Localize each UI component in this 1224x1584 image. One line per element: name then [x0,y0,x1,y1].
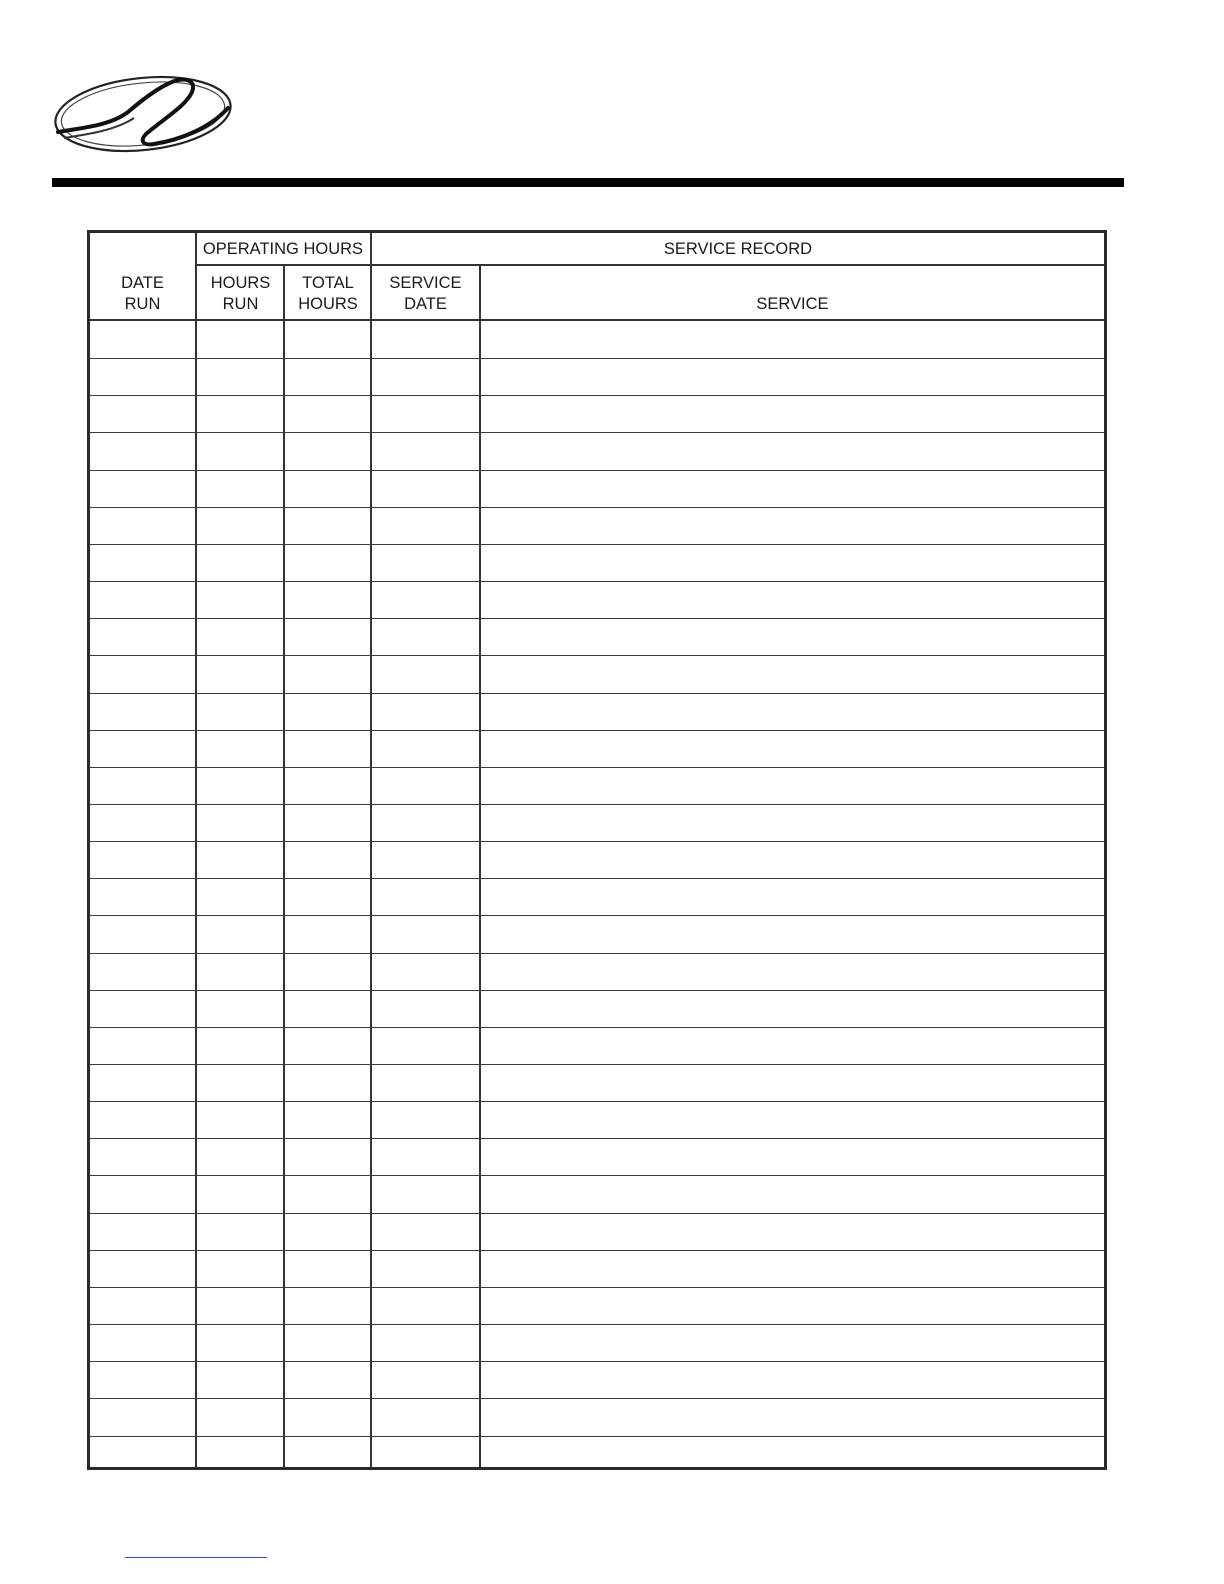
service-date-cell[interactable] [370,1325,479,1361]
service-cell[interactable] [479,545,1104,581]
service-cell[interactable] [479,1437,1104,1471]
date-run-cell[interactable] [90,1065,195,1101]
service-cell[interactable] [479,359,1104,395]
table-row [90,1064,1104,1101]
service-date-cell[interactable] [370,1214,479,1250]
table-row [90,1250,1104,1287]
hours-run-cell[interactable] [195,1214,283,1250]
total-hours-cell[interactable] [283,545,370,581]
service-cell[interactable] [479,954,1104,990]
table-row [90,1324,1104,1361]
total-hours-cell[interactable] [283,656,370,692]
service-date-cell[interactable] [370,1251,479,1287]
date-run-cell[interactable] [90,545,195,581]
service-date-cell[interactable] [370,545,479,581]
total-hours-cell[interactable] [283,694,370,730]
service-cell[interactable] [479,1362,1104,1398]
date-run-cell[interactable] [90,879,195,915]
service-date-cell[interactable] [370,1028,479,1064]
date-run-cell[interactable] [90,582,195,618]
table-row [90,1361,1104,1398]
date-run-cell[interactable] [90,954,195,990]
service-cell[interactable] [479,768,1104,804]
total-hours-cell[interactable] [283,1251,370,1287]
total-hours-cell[interactable] [283,805,370,841]
hours-run-cell[interactable] [195,731,283,767]
total-hours-cell[interactable] [283,508,370,544]
service-date-header: SERVICE DATE [389,274,462,313]
service-cell[interactable] [479,1214,1104,1250]
total-hours-cell[interactable] [283,582,370,618]
hours-run-cell[interactable] [195,916,283,952]
total-hours-cell[interactable] [283,916,370,952]
hours-run-cell[interactable] [195,1102,283,1138]
total-hours-cell[interactable] [283,954,370,990]
total-hours-header: TOTAL HOURS [298,274,358,313]
service-cell[interactable] [479,471,1104,507]
service-cell[interactable] [479,694,1104,730]
hours-run-cell[interactable] [195,694,283,730]
date-run-cell[interactable] [90,1288,195,1324]
date-run-cell[interactable] [90,1251,195,1287]
service-header: SERVICE [756,295,829,313]
service-date-cell[interactable] [370,1437,479,1471]
hours-run-cell[interactable] [195,1139,283,1175]
table-row [90,953,1104,990]
service-date-cell[interactable] [370,842,479,878]
header-subdivider [195,264,1104,266]
total-hours-cell[interactable] [283,396,370,432]
hours-run-cell[interactable] [195,508,283,544]
hours-run-cell[interactable] [195,1288,283,1324]
hours-run-cell[interactable] [195,1176,283,1212]
service-date-cell[interactable] [370,359,479,395]
service-cell[interactable] [479,1102,1104,1138]
hours-run-cell[interactable] [195,471,283,507]
date-run-cell[interactable] [90,991,195,1027]
total-hours-cell[interactable] [283,1288,370,1324]
service-cell[interactable] [479,1176,1104,1212]
service-cell[interactable] [479,1325,1104,1361]
date-run-header: DATE RUN [121,274,164,313]
service-date-cell[interactable] [370,619,479,655]
date-run-cell[interactable] [90,508,195,544]
service-cell[interactable] [479,508,1104,544]
date-run-cell[interactable] [90,321,195,358]
date-run-cell[interactable] [90,1028,195,1064]
hours-run-cell[interactable] [195,656,283,692]
total-hours-cell[interactable] [283,619,370,655]
date-run-cell[interactable] [90,1362,195,1398]
table-row [90,915,1104,952]
date-run-cell[interactable] [90,694,195,730]
date-run-cell[interactable] [90,1102,195,1138]
table-row [90,618,1104,655]
service-date-cell[interactable] [370,991,479,1027]
service-date-cell[interactable] [370,321,479,358]
total-hours-cell[interactable] [283,879,370,915]
table-row [90,841,1104,878]
service-date-cell[interactable] [370,954,479,990]
total-hours-cell[interactable] [283,1325,370,1361]
date-run-cell[interactable] [90,656,195,692]
hours-run-cell[interactable] [195,433,283,469]
table-row [90,990,1104,1027]
table-row [90,1436,1104,1471]
service-cell[interactable] [479,879,1104,915]
table-row [90,693,1104,730]
date-run-cell[interactable] [90,1325,195,1361]
total-hours-cell[interactable] [283,1437,370,1471]
table-row [90,1138,1104,1175]
service-date-cell[interactable] [370,1065,479,1101]
service-date-cell[interactable] [370,731,479,767]
total-hours-cell[interactable] [283,991,370,1027]
table-row [90,507,1104,544]
table-row [90,804,1104,841]
date-run-cell[interactable] [90,1399,195,1435]
table-row [90,358,1104,395]
hours-run-cell[interactable] [195,954,283,990]
date-run-cell[interactable] [90,471,195,507]
service-cell[interactable] [479,656,1104,692]
table-row [90,878,1104,915]
total-hours-cell[interactable] [283,1065,370,1101]
hours-run-cell[interactable] [195,1065,283,1101]
hours-run-cell[interactable] [195,879,283,915]
table-row [90,470,1104,507]
service-cell[interactable] [479,433,1104,469]
total-hours-cell[interactable] [283,731,370,767]
service-date-cell[interactable] [370,879,479,915]
header-rule [52,178,1124,187]
date-run-cell[interactable] [90,768,195,804]
service-date-cell[interactable] [370,1399,479,1435]
table-row [90,395,1104,432]
total-hours-cell[interactable] [283,842,370,878]
hours-run-cell[interactable] [195,1251,283,1287]
hours-run-cell[interactable] [195,991,283,1027]
service-cell[interactable] [479,1139,1104,1175]
service-date-cell[interactable] [370,694,479,730]
date-run-cell[interactable] [90,1214,195,1250]
footer-line [125,1557,267,1558]
table-row [90,1213,1104,1250]
total-hours-cell[interactable] [283,1399,370,1435]
hours-run-cell[interactable] [195,805,283,841]
table-row [90,1175,1104,1212]
service-date-cell[interactable] [370,508,479,544]
service-date-cell[interactable] [370,1362,479,1398]
total-hours-cell[interactable] [283,321,370,358]
total-hours-cell[interactable] [283,1214,370,1250]
total-hours-cell[interactable] [283,1102,370,1138]
date-run-cell[interactable] [90,731,195,767]
service-cell[interactable] [479,619,1104,655]
date-run-cell[interactable] [90,1176,195,1212]
table-row [90,544,1104,581]
table-row [90,767,1104,804]
hours-run-cell[interactable] [195,359,283,395]
total-hours-cell[interactable] [283,1028,370,1064]
hours-run-cell[interactable] [195,396,283,432]
service-record-header: SERVICE RECORD [663,240,813,258]
date-run-cell[interactable] [90,1437,195,1471]
service-date-cell[interactable] [370,1102,479,1138]
total-hours-cell[interactable] [283,1176,370,1212]
table-row [90,1101,1104,1138]
service-cell[interactable] [479,582,1104,618]
total-hours-cell[interactable] [283,433,370,469]
total-hours-cell[interactable] [283,1362,370,1398]
service-date-cell[interactable] [370,1139,479,1175]
hours-run-cell[interactable] [195,1437,283,1471]
service-cell[interactable] [479,805,1104,841]
table-row [90,730,1104,767]
date-run-cell[interactable] [90,1139,195,1175]
service-date-cell[interactable] [370,396,479,432]
hours-run-cell[interactable] [195,1399,283,1435]
date-run-cell[interactable] [90,359,195,395]
table-row [90,581,1104,618]
total-hours-cell[interactable] [283,359,370,395]
hours-run-cell[interactable] [195,545,283,581]
hours-run-cell[interactable] [195,768,283,804]
hours-run-cell[interactable] [195,582,283,618]
service-date-cell[interactable] [370,805,479,841]
service-cell[interactable] [479,916,1104,952]
table-row [90,1287,1104,1324]
service-date-cell[interactable] [370,433,479,469]
service-cell[interactable] [479,991,1104,1027]
date-run-cell[interactable] [90,396,195,432]
date-run-cell[interactable] [90,842,195,878]
service-cell[interactable] [479,842,1104,878]
service-date-cell[interactable] [370,1288,479,1324]
brand-logo-icon [50,68,236,160]
service-log-table [87,230,1107,1470]
service-date-cell[interactable] [370,656,479,692]
table-row [90,655,1104,692]
hours-run-header: HOURS RUN [210,274,271,313]
table-row [90,321,1104,358]
date-run-cell[interactable] [90,619,195,655]
date-run-cell[interactable] [90,916,195,952]
service-date-cell[interactable] [370,916,479,952]
hours-run-cell[interactable] [195,321,283,358]
hours-run-cell[interactable] [195,842,283,878]
table-row [90,432,1104,469]
table-row [90,1027,1104,1064]
service-cell[interactable] [479,731,1104,767]
table-row [90,1398,1104,1435]
service-cell[interactable] [479,1251,1104,1287]
service-cell[interactable] [479,1028,1104,1064]
hours-run-cell[interactable] [195,1028,283,1064]
date-run-cell[interactable] [90,805,195,841]
total-hours-cell[interactable] [283,1139,370,1175]
total-hours-cell[interactable] [283,471,370,507]
service-cell[interactable] [479,1288,1104,1324]
service-date-cell[interactable] [370,768,479,804]
date-run-cell[interactable] [90,433,195,469]
operating-hours-header: OPERATING HOURS [202,240,364,258]
service-date-cell[interactable] [370,582,479,618]
hours-run-cell[interactable] [195,1362,283,1398]
service-date-cell[interactable] [370,471,479,507]
service-cell[interactable] [479,321,1104,358]
service-cell[interactable] [479,1399,1104,1435]
service-date-cell[interactable] [370,1176,479,1212]
hours-run-cell[interactable] [195,1325,283,1361]
service-cell[interactable] [479,1065,1104,1101]
hours-run-cell[interactable] [195,619,283,655]
service-cell[interactable] [479,396,1104,432]
total-hours-cell[interactable] [283,768,370,804]
